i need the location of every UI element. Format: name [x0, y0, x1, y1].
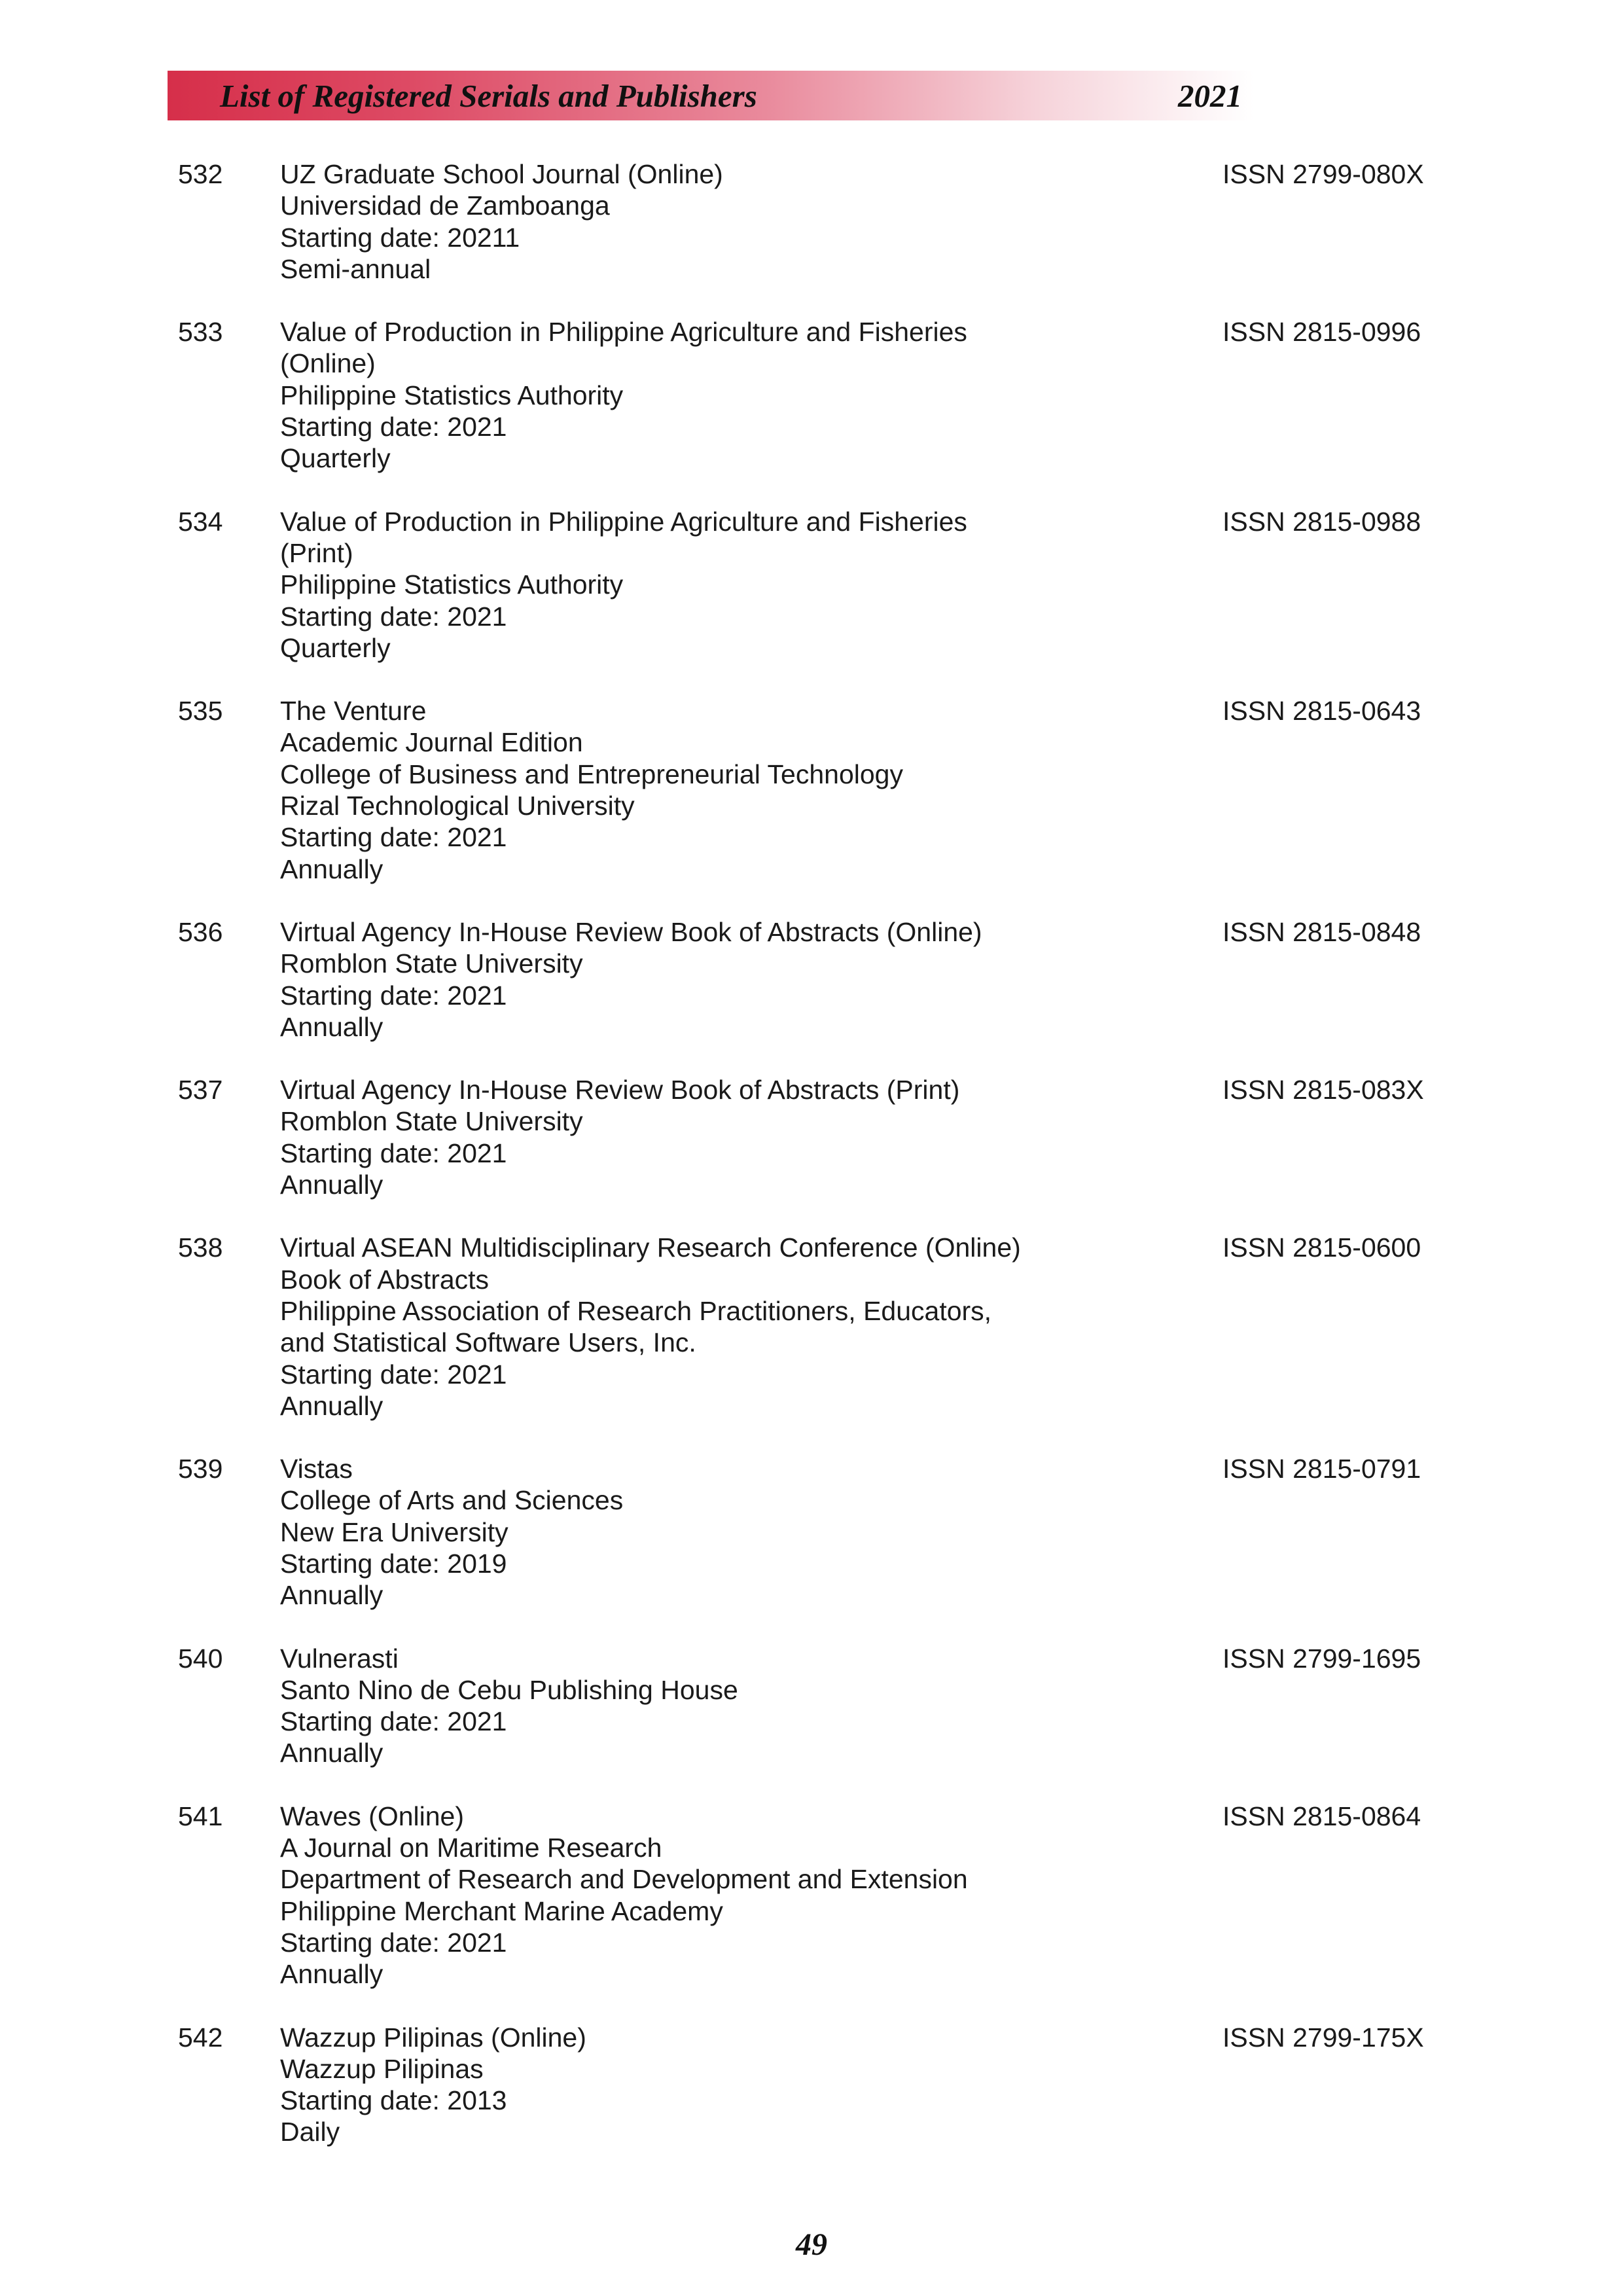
- entry-number: 534: [178, 506, 223, 537]
- entry-detail-line: New Era University: [280, 1516, 508, 1547]
- entry-detail-line: Value of Production in Philippine Agriculture and Fisheries: [280, 317, 967, 348]
- serial-entry: [0, 316, 1623, 474]
- entry-detail-line: Philippine Statistics Authority: [280, 569, 624, 600]
- header-year: 2021: [1178, 78, 1242, 114]
- entry-detail-line: Universidad de Zamboanga: [280, 190, 610, 221]
- entry-details: [280, 1453, 1190, 1611]
- entry-issn: ISSN 2815-0643: [1222, 696, 1421, 726]
- entry-number: 532: [178, 159, 223, 189]
- entry-detail-line: Annually: [280, 1580, 383, 1611]
- entry-details: [280, 916, 1190, 1043]
- entry-detail-line: Starting date: 2013: [280, 2085, 507, 2116]
- entry-detail-line: Quarterly: [280, 632, 391, 663]
- entry-issn: ISSN 2815-0996: [1222, 317, 1421, 348]
- entry-number: 533: [178, 317, 223, 348]
- entry-number: 541: [178, 1801, 223, 1831]
- entry-number: 537: [178, 1075, 223, 1105]
- entry-detail-line: Romblon State University: [280, 1106, 583, 1137]
- entry-issn: ISSN 2815-083X: [1222, 1075, 1424, 1105]
- serial-entry: [0, 1801, 1623, 1990]
- entry-detail-line: Daily: [280, 2117, 340, 2147]
- serial-entry: [0, 2022, 1623, 2148]
- entry-detail-line: Starting date: 2021: [280, 1927, 507, 1958]
- entry-number: 540: [178, 1643, 223, 1674]
- entry-detail-line: Santo Nino de Cebu Publishing House: [280, 1674, 738, 1705]
- serials-list: [0, 158, 1623, 2179]
- entry-issn: ISSN 2815-0864: [1222, 1801, 1421, 1831]
- entry-issn: ISSN 2799-1695: [1222, 1643, 1421, 1674]
- entry-issn: ISSN 2799-080X: [1222, 159, 1424, 189]
- entry-number: 538: [178, 1232, 223, 1263]
- entry-detail-line: Virtual Agency In-House Review Book of Abstracts (Print): [280, 1075, 960, 1105]
- entry-number: 539: [178, 1454, 223, 1484]
- entry-issn: ISSN 2815-0791: [1222, 1454, 1421, 1484]
- entry-detail-line: Annually: [280, 1170, 383, 1200]
- entry-detail-line: Philippine Association of Research Practitioners, Educators,: [280, 1295, 992, 1326]
- entry-detail-line: Philippine Merchant Marine Academy: [280, 1895, 723, 1926]
- entry-detail-line: (Online): [280, 348, 376, 379]
- entry-details: [280, 316, 1190, 474]
- entry-detail-line: Starting date: 2021: [280, 1138, 507, 1168]
- entry-detail-line: Value of Production in Philippine Agriculture and Fisheries: [280, 506, 967, 537]
- entry-details: [280, 1074, 1190, 1200]
- serial-entry: [0, 1643, 1623, 1769]
- entry-details: [280, 158, 1190, 285]
- entry-detail-line: Wazzup Pilipinas: [280, 2053, 484, 2084]
- entry-number: 535: [178, 696, 223, 726]
- entry-details: [280, 695, 1190, 885]
- entry-number: 536: [178, 916, 223, 947]
- entry-details: [280, 1643, 1190, 1769]
- entry-detail-line: College of Business and Entrepreneurial Technology: [280, 759, 903, 789]
- entry-detail-line: Annually: [280, 853, 383, 884]
- entry-detail-line: Semi-annual: [280, 253, 431, 284]
- serial-entry: [0, 1453, 1623, 1611]
- entry-detail-line: Quarterly: [280, 443, 391, 474]
- entry-detail-line: (Print): [280, 537, 353, 568]
- entry-detail-line: Annually: [280, 1011, 383, 1042]
- entry-detail-line: The Venture: [280, 696, 427, 726]
- entry-detail-line: Philippine Statistics Authority: [280, 380, 624, 410]
- entry-detail-line: Starting date: 2021: [280, 822, 507, 853]
- entry-detail-line: Wazzup Pilipinas (Online): [280, 2022, 586, 2053]
- entry-detail-line: Vistas: [280, 1454, 353, 1484]
- entry-detail-line: and Statistical Software Users, Inc.: [280, 1327, 696, 1358]
- entry-detail-line: Virtual ASEAN Multidisciplinary Research Conference (Online): [280, 1232, 1021, 1263]
- entry-detail-line: Starting date: 2021: [280, 601, 507, 632]
- serial-entry: [0, 1232, 1623, 1422]
- entry-detail-line: Annually: [280, 1390, 383, 1421]
- entry-details: [280, 506, 1190, 664]
- entry-issn: ISSN 2799-175X: [1222, 2022, 1424, 2053]
- entry-detail-line: Starting date: 2019: [280, 1548, 507, 1579]
- page-number: 49: [796, 2227, 827, 2262]
- entry-issn: ISSN 2815-0600: [1222, 1232, 1421, 1263]
- header-title: List of Registered Serials and Publishers: [220, 78, 757, 114]
- entry-detail-line: Starting date: 2021: [280, 1706, 507, 1737]
- entry-detail-line: Rizal Technological University: [280, 791, 635, 821]
- entry-detail-line: College of Arts and Sciences: [280, 1485, 624, 1516]
- entry-details: [280, 1232, 1190, 1422]
- entry-details: [280, 2022, 1190, 2148]
- serial-entry: [0, 916, 1623, 1043]
- entry-detail-line: Academic Journal Edition: [280, 727, 583, 758]
- entry-detail-line: Starting date: 20211: [280, 222, 520, 253]
- entry-detail-line: Annually: [280, 1959, 383, 1990]
- entry-detail-line: Vulnerasti: [280, 1643, 399, 1674]
- serial-entry: [0, 695, 1623, 885]
- entry-detail-line: Department of Research and Development and Extension: [280, 1864, 968, 1895]
- entry-issn: ISSN 2815-0988: [1222, 506, 1421, 537]
- entry-detail-line: Starting date: 2021: [280, 1359, 507, 1390]
- entry-detail-line: Waves (Online): [280, 1801, 464, 1831]
- entry-detail-line: Starting date: 2021: [280, 412, 507, 442]
- entry-detail-line: A Journal on Maritime Research: [280, 1833, 662, 1863]
- entry-detail-line: Romblon State University: [280, 948, 583, 979]
- entry-number: 542: [178, 2022, 223, 2053]
- entry-detail-line: Starting date: 2021: [280, 980, 507, 1011]
- entry-detail-line: Annually: [280, 1738, 383, 1768]
- entry-issn: ISSN 2815-0848: [1222, 916, 1421, 947]
- serial-entry: [0, 1074, 1623, 1200]
- serial-entry: [0, 158, 1623, 285]
- serial-entry: [0, 506, 1623, 664]
- entry-detail-line: Virtual Agency In-House Review Book of Abstracts (Online): [280, 916, 982, 947]
- entry-detail-line: Book of Abstracts: [280, 1264, 490, 1295]
- entry-details: [280, 1801, 1190, 1990]
- entry-detail-line: UZ Graduate School Journal (Online): [280, 159, 723, 189]
